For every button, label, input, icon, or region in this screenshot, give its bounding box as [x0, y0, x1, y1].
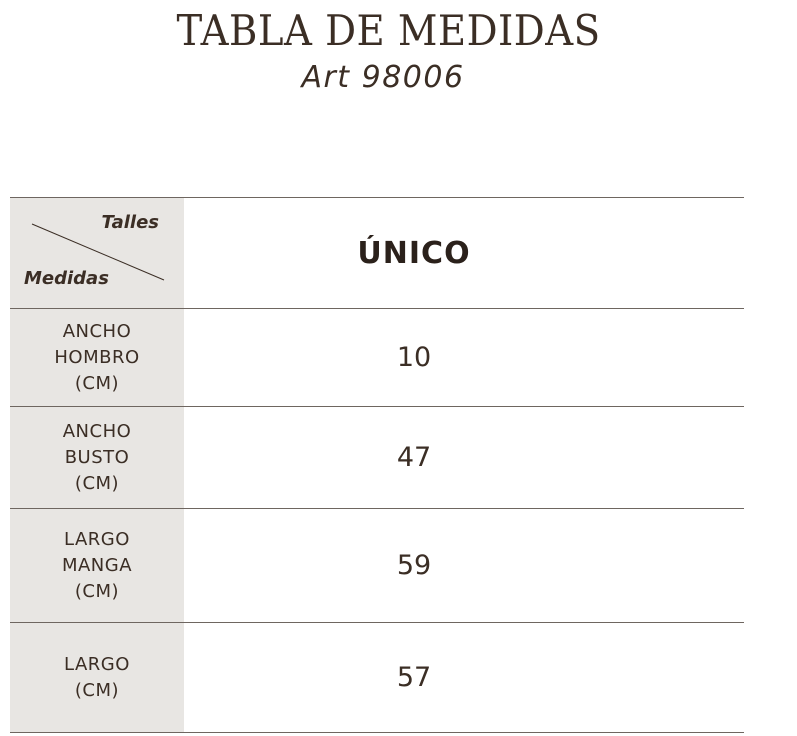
size-column-header: ÚNICO — [357, 235, 471, 271]
row-label-line: (CM) — [74, 472, 120, 494]
row-label-line: HOMBRO — [54, 346, 140, 368]
row-label-line: (CM) — [74, 679, 120, 701]
row-label-line: (CM) — [74, 580, 120, 602]
row-label-line: (CM) — [74, 372, 120, 394]
table-row — [10, 623, 744, 733]
row-label — [10, 309, 184, 406]
table-header-row — [10, 198, 744, 309]
row-label — [10, 407, 184, 508]
size-table — [10, 197, 744, 733]
row-label-line: LARGO — [64, 653, 130, 675]
row-label-line: ANCHO — [62, 420, 132, 442]
row-label-line: LARGO — [64, 528, 130, 550]
row-value: 47 — [396, 442, 432, 473]
row-label-line: MANGA — [61, 554, 133, 576]
row-label-line: BUSTO — [64, 446, 130, 468]
table-row — [10, 309, 744, 407]
row-value: 59 — [396, 550, 432, 581]
table-row — [10, 509, 744, 623]
corner-header-cell — [10, 198, 184, 308]
row-label — [10, 509, 184, 622]
talles-label: Talles — [101, 212, 159, 233]
row-label — [10, 623, 184, 732]
page-title: TABLA DE MEDIDAS — [176, 6, 601, 55]
row-value: 57 — [396, 662, 432, 693]
medidas-label: Medidas — [24, 268, 109, 289]
table-row — [10, 407, 744, 509]
article-number: Art 98006 — [301, 60, 465, 95]
row-label-line: ANCHO — [62, 320, 132, 342]
row-value: 10 — [396, 342, 432, 373]
